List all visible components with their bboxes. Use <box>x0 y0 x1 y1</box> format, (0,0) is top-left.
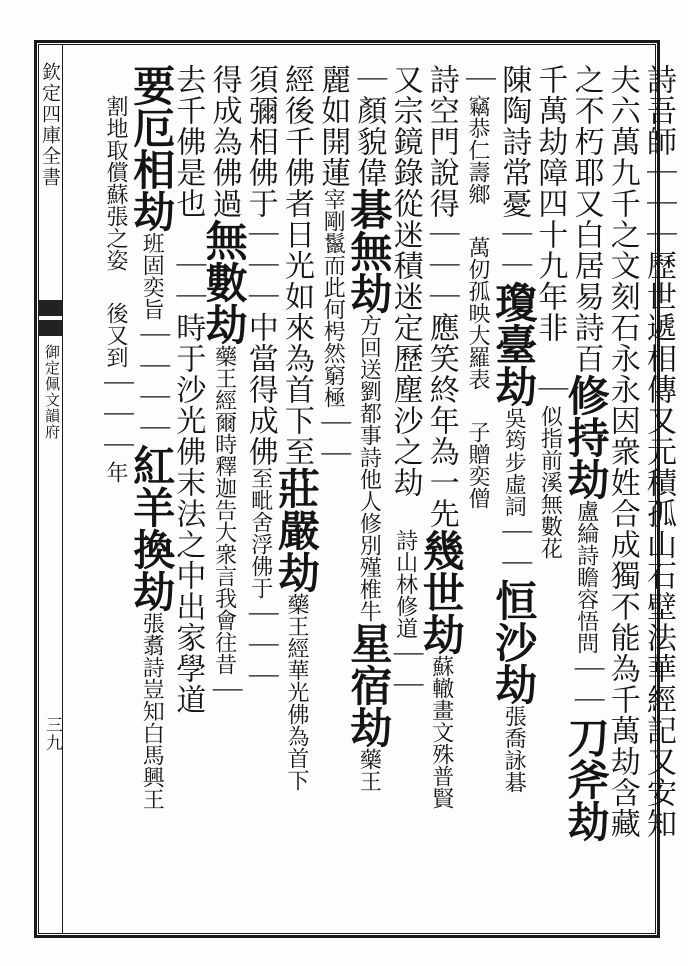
annotation: 萬仞孤映大羅表 <box>465 236 490 390</box>
text-column <box>91 64 139 926</box>
body-text: 得成為佛過 <box>206 64 242 219</box>
annotation: 張翥詩豈知白馬興王 <box>139 612 165 810</box>
body-text: 中當得成佛 <box>242 312 278 467</box>
ditto-mark: ｜｜｜ <box>242 599 278 692</box>
margin-subtitle: 御定佩文韻府 <box>43 344 61 440</box>
annotation: 割地取償蘇張之姿 <box>103 95 128 271</box>
body-text: 經後千佛者日光如來為首下至 <box>279 64 314 467</box>
annotation: 至毗舍浮佛于 <box>247 467 273 599</box>
body-text: 詩吾師 <box>641 64 676 157</box>
fish-tail-ornament <box>38 300 62 336</box>
ditto-mark: ｜｜ <box>170 250 206 312</box>
annotation: 似指前溪無數花 <box>537 405 563 559</box>
ditto-mark: ｜｜｜ <box>98 368 133 461</box>
annotation: 藥王經華光佛為首下 <box>284 593 309 791</box>
annotation: 竊恭仁壽鄉 <box>465 95 490 205</box>
body-text: 陳陶詩常憂 <box>496 64 532 219</box>
body-text <box>388 498 423 529</box>
ditto-mark: ｜ <box>351 64 387 95</box>
headword: 修持劫 <box>561 374 611 500</box>
ditto-mark: ｜ <box>460 64 495 95</box>
body-text: 應笑終年為一先 <box>423 312 459 529</box>
body-text: 又宗鏡錄從迷積迷定歷塵沙之劫 <box>387 64 423 498</box>
annotation: 方回送劉都事詩他人修別殣椎牛 <box>356 314 382 622</box>
ditto-mark: ｜ <box>423 281 459 312</box>
annotation: 張喬詠碁 <box>501 705 527 793</box>
ditto-mark: ｜｜ <box>496 219 532 281</box>
margin-divider <box>62 44 63 934</box>
headword: 無數劫 <box>199 219 249 345</box>
headword: 瓊臺劫 <box>489 281 539 407</box>
headword: 要厄相劫 <box>127 64 177 232</box>
headword: 刀斧劫 <box>561 716 611 842</box>
annotation: 藥王經爾時釋迦告大衆言我會往昔 <box>211 345 237 675</box>
ditto-mark: ｜｜ <box>387 639 423 701</box>
ditto-mark: ｜｜ <box>568 654 604 716</box>
ditto-mark: ｜ <box>532 374 568 405</box>
ditto-mark: ｜ <box>206 675 242 706</box>
body-text <box>460 390 495 421</box>
body-text <box>98 64 133 95</box>
headword: 星宿劫 <box>344 622 394 748</box>
ditto-mark: ｜｜ <box>496 517 532 579</box>
body-text: 須彌相佛于 <box>242 64 278 219</box>
headword: 碁無劫 <box>344 188 394 314</box>
annotation: 年 <box>103 461 128 483</box>
annotation: 吳筠步虛詞 <box>501 407 527 517</box>
annotation: 宰剛鬣而此何枵然窮極 <box>320 188 346 408</box>
page-number: 三九 <box>42 716 62 752</box>
body-text: 時于沙光佛末法之中出家學道 <box>170 312 206 715</box>
margin-title: 欽定四庫全書 <box>39 62 61 188</box>
annotation: 詩山林修道 <box>392 529 418 639</box>
body-text: 之不朽耶又白居易詩百 <box>568 64 604 374</box>
body-text: 歷世遞相傳又元積孤山石壁法華經記又安知 <box>641 250 676 839</box>
annotation: 子贈奕僧 <box>465 421 490 509</box>
ditto-mark: ｜｜｜ <box>242 219 278 312</box>
body-text: 詩空門說得 <box>423 64 459 219</box>
body-text: 去千佛是也 <box>170 64 206 219</box>
ditto-mark: ｜｜ <box>315 408 351 470</box>
ditto-mark: ｜｜ <box>423 219 459 281</box>
body-text: 麗如開蓮 <box>315 64 351 188</box>
body-text: 顏貌偉 <box>351 95 387 188</box>
headword: 莊嚴劫 <box>272 467 321 593</box>
annotation: 班固奕旨 <box>139 232 165 320</box>
headword: 恒沙劫 <box>489 579 539 705</box>
body-text <box>460 205 495 236</box>
annotation: 盧綸詩瞻容悟問 <box>573 500 599 654</box>
headword: 幾世劫 <box>416 529 466 655</box>
ditto-mark: ｜｜｜｜ <box>134 320 170 444</box>
ditto-mark: ｜｜｜ <box>641 157 676 250</box>
annotation: 藥王 <box>356 748 382 792</box>
body-text <box>98 271 133 302</box>
body-text: 千萬劫障四十九年非 <box>532 64 568 343</box>
annotation: 蘇轍畫文殊普賢 <box>428 655 454 809</box>
body-text: 夫六萬九千之文刻石永永因衆姓合成獨不能為千萬劫含藏 <box>604 64 640 839</box>
headword: 紅羊換劫 <box>127 444 177 612</box>
annotation: 後又到 <box>103 302 128 368</box>
